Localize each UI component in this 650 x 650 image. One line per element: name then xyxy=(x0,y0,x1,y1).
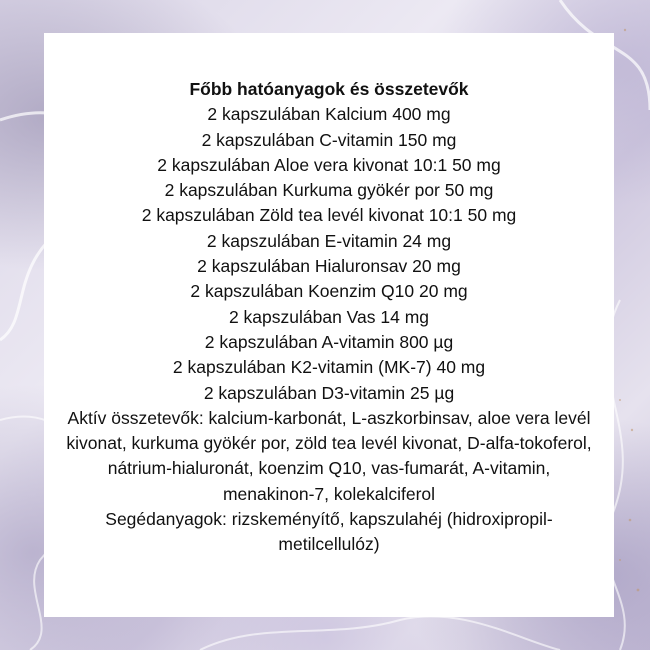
ingredients-list xyxy=(44,102,614,406)
ingredient-line: 2 kapszulában Aloe vera kivonat 10:1 50 mg xyxy=(157,154,501,175)
ingredient-line: 2 kapszulában D3-vitamin 25 µg xyxy=(203,382,455,403)
ingredient-line: 2 kapszulában Kurkuma gyökér por 50 mg xyxy=(164,180,494,201)
ingredient-line: 2 kapszulában C-vitamin 150 mg xyxy=(201,129,457,150)
ingredient-line: 2 kapszulában Koenzim Q10 20 mg xyxy=(190,281,468,302)
ingredient-line: 2 kapszulában A-vitamin 800 µg xyxy=(204,331,454,352)
ingredient-line: 2 kapszulában Zöld tea levél kivonat 10:1 50 mg xyxy=(141,205,517,226)
ingredient-line: 2 kapszulában Hialuronsav 20 mg xyxy=(197,256,461,277)
ingredient-line: 2 kapszulában Vas 14 mg xyxy=(228,306,430,327)
excipients-text: Segédanyagok: rizskeményítő, kapszulahéj (hidroxipropil-metilcellulóz) xyxy=(105,509,553,555)
ingredients-heading: Főbb hatóanyagok és összetevők xyxy=(189,79,469,99)
ingredient-line: 2 kapszulában K2-vitamin (MK-7) 40 mg xyxy=(172,357,486,378)
active-ingredients-text: Aktív összetevők: kalcium-karbonát, L-aszkorbinsav, aloe vera levél kivonat, kurkuma gyökér por, zöld tea levél kivonat, D-alfa-tokoferol, nátrium-hialuronát, koenzim Q10, vas-fumarát, A-vitamin, menakinon-7, kolekalciferol xyxy=(66,407,592,504)
ingredient-line: 2 kapszulában Kalcium 400 mg xyxy=(207,104,451,125)
ingredients-card xyxy=(44,33,614,617)
ingredient-line: 2 kapszulában E-vitamin 24 mg xyxy=(206,230,452,251)
